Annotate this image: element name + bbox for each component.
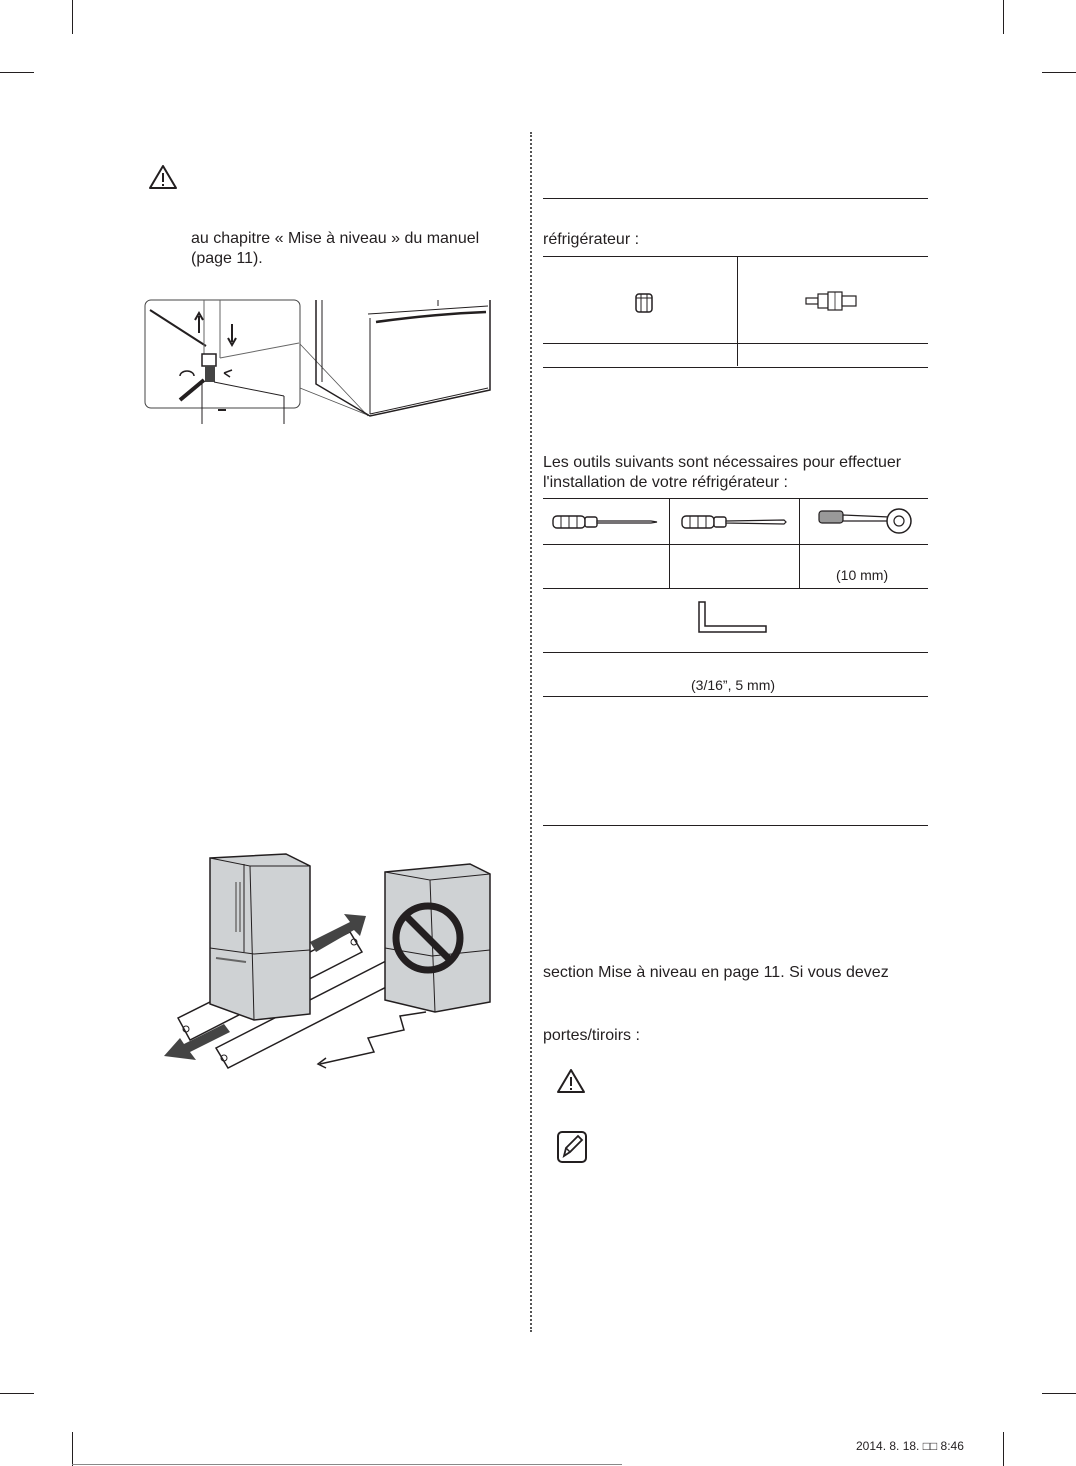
crop-mark bbox=[1003, 1432, 1004, 1466]
leveling-illustration bbox=[144, 298, 496, 424]
crop-mark bbox=[0, 72, 34, 73]
crop-mark bbox=[72, 1432, 73, 1466]
note-icon bbox=[556, 1130, 588, 1164]
parts-table-divider bbox=[737, 256, 738, 366]
tools-table-top bbox=[543, 498, 928, 499]
section-leveling-text: section Mise à niveau en page 11. Si vous devez bbox=[543, 964, 889, 981]
crop-mark bbox=[0, 1393, 34, 1394]
nut-icon bbox=[634, 291, 654, 315]
socket-size-label: (10 mm) bbox=[836, 567, 889, 583]
footer-rule bbox=[72, 1464, 622, 1465]
tools-table-bottom bbox=[543, 696, 928, 697]
crop-mark bbox=[1042, 72, 1076, 73]
parts-table-row-rule bbox=[543, 343, 928, 344]
print-timestamp: 2014. 8. 18. □□ 8:46 bbox=[856, 1439, 964, 1453]
section-rule bbox=[543, 198, 928, 199]
doors-drawers-text: portes/tiroirs : bbox=[543, 1027, 640, 1044]
crop-mark bbox=[1003, 0, 1004, 34]
move-fridge-illustration bbox=[160, 852, 495, 1072]
column-divider bbox=[530, 132, 532, 1332]
tools-table-divider-2 bbox=[799, 498, 800, 588]
section-rule bbox=[543, 825, 928, 826]
tools-table-row-rule bbox=[543, 544, 928, 545]
socket-wrench-icon bbox=[815, 505, 915, 537]
phillips-screwdriver-icon bbox=[551, 512, 659, 532]
tools-intro-line1: Les outils suivants sont nécessaires pour effectuer bbox=[543, 454, 902, 471]
tools-table-row-rule bbox=[543, 588, 928, 589]
leveling-text-line2: (page 11). bbox=[191, 250, 263, 267]
warning-icon bbox=[148, 164, 178, 190]
crop-mark bbox=[72, 0, 73, 34]
tools-table-row-rule bbox=[543, 652, 928, 653]
parts-table-bottom bbox=[543, 367, 928, 368]
tools-table-divider-1 bbox=[669, 498, 670, 588]
hex-key-icon bbox=[696, 600, 770, 636]
tools-intro-line2: l'installation de votre réfrigérateur : bbox=[543, 474, 788, 491]
hex-key-size-label: (3/16”, 5 mm) bbox=[691, 677, 776, 693]
leveling-text-line1: au chapitre « Mise à niveau » du manuel bbox=[191, 230, 480, 247]
parts-intro-text: réfrigérateur : bbox=[543, 231, 640, 248]
parts-table-top bbox=[543, 256, 928, 257]
warning-icon bbox=[556, 1068, 586, 1094]
crop-mark bbox=[1042, 1393, 1076, 1394]
flat-screwdriver-icon bbox=[680, 512, 788, 532]
connector-icon bbox=[804, 290, 860, 312]
